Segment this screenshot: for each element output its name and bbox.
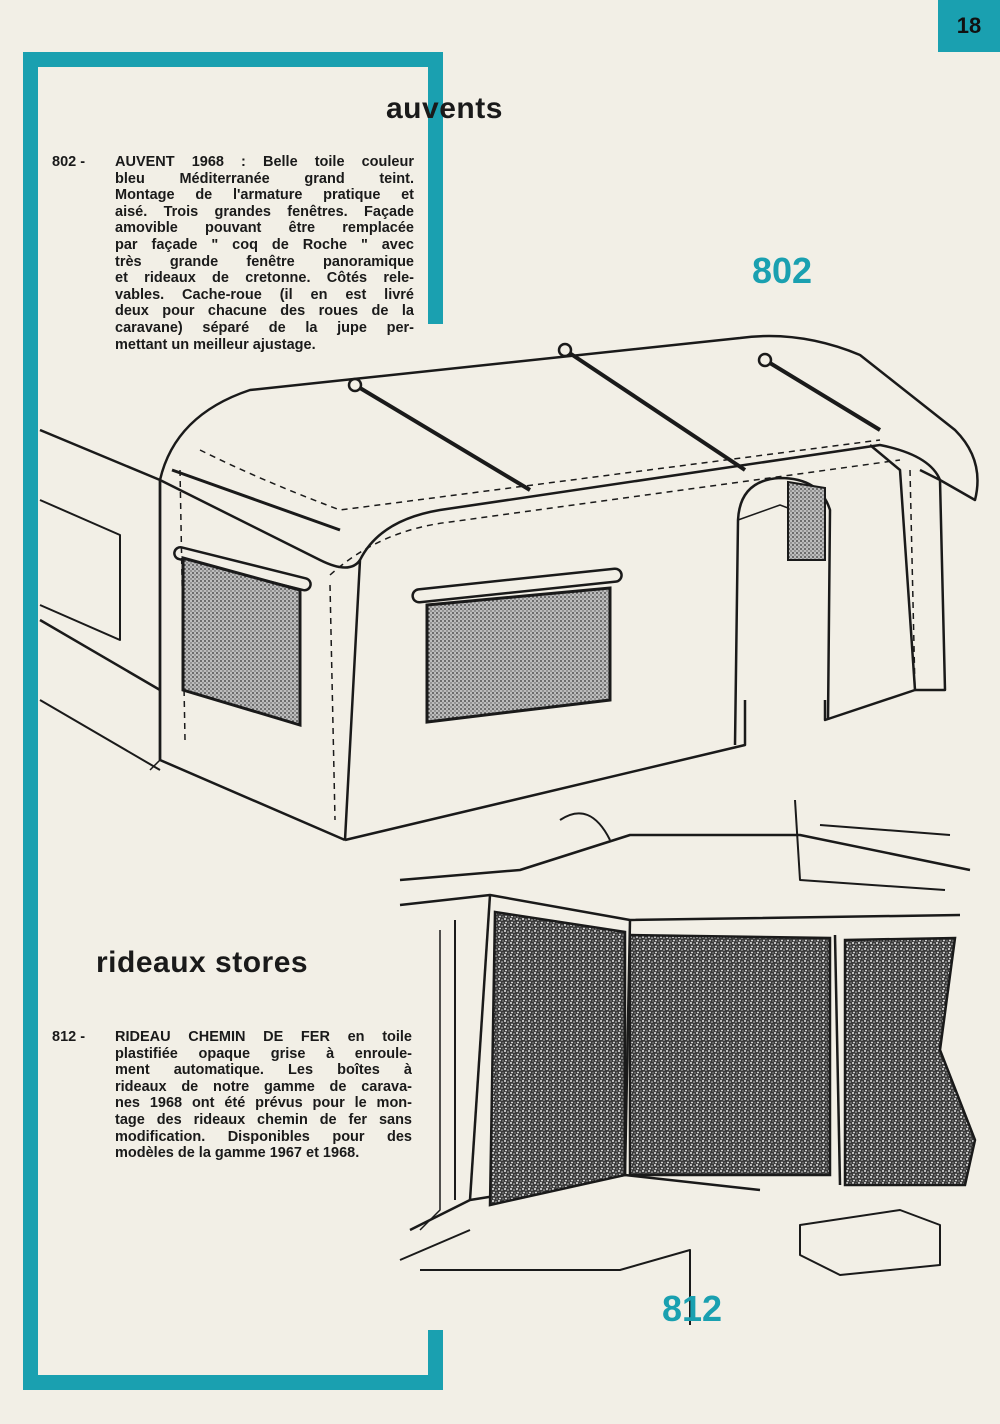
desc-line: aisé. Trois grandes fenêtres. Façade: [115, 203, 414, 220]
desc-line: modèles de la gamme 1967 et 1968.: [115, 1145, 360, 1162]
desc-line: tage des rideaux chemin de fer sans: [115, 1111, 412, 1128]
desc-line: deux pour chacune des roues de la: [115, 303, 414, 320]
ref-number-812: 812: [662, 1288, 723, 1329]
desc-line: modification. Disponibles pour des: [115, 1128, 412, 1145]
desc-line: par façade " coq de Roche " avec: [115, 236, 414, 253]
item-code: 812 -: [52, 1029, 86, 1045]
desc-line: Montage de l'armature pratique et: [115, 187, 414, 204]
desc-line: très grande fenêtre panoramique: [115, 253, 414, 270]
desc-line: bleu Méditerranée grand teint.: [115, 170, 414, 187]
desc-line: nes 1968 ont été prévus pour le mon-: [115, 1095, 412, 1112]
section-heading-auvents: auvents: [386, 92, 503, 125]
desc-line: amovible pouvant être remplacée: [115, 220, 414, 237]
desc-line: ment automatique. Les boîtes à: [115, 1062, 412, 1079]
desc-line: AUVENT 1968 : Belle toile couleur: [115, 154, 414, 170]
desc-line: rideaux de notre gamme de carava-: [115, 1078, 412, 1095]
section-heading-rideaux-stores: rideaux stores: [96, 946, 309, 979]
desc-line: plastifiée opaque grise à enroule-: [115, 1045, 412, 1062]
desc-line: et rideaux de cretonne. Côtés rele-: [115, 270, 414, 287]
desc-line: caravane) séparé de la jupe per-: [115, 319, 414, 336]
item-code: 802 -: [52, 154, 86, 170]
desc-line: vables. Cache-roue (il en est livré: [115, 286, 414, 303]
desc-line: mettant un meilleur ajustage.: [115, 336, 316, 353]
page-number: 18: [956, 13, 982, 38]
ref-number-802: 802: [752, 250, 813, 291]
desc-line: RIDEAU CHEMIN DE FER en toile: [115, 1029, 412, 1045]
